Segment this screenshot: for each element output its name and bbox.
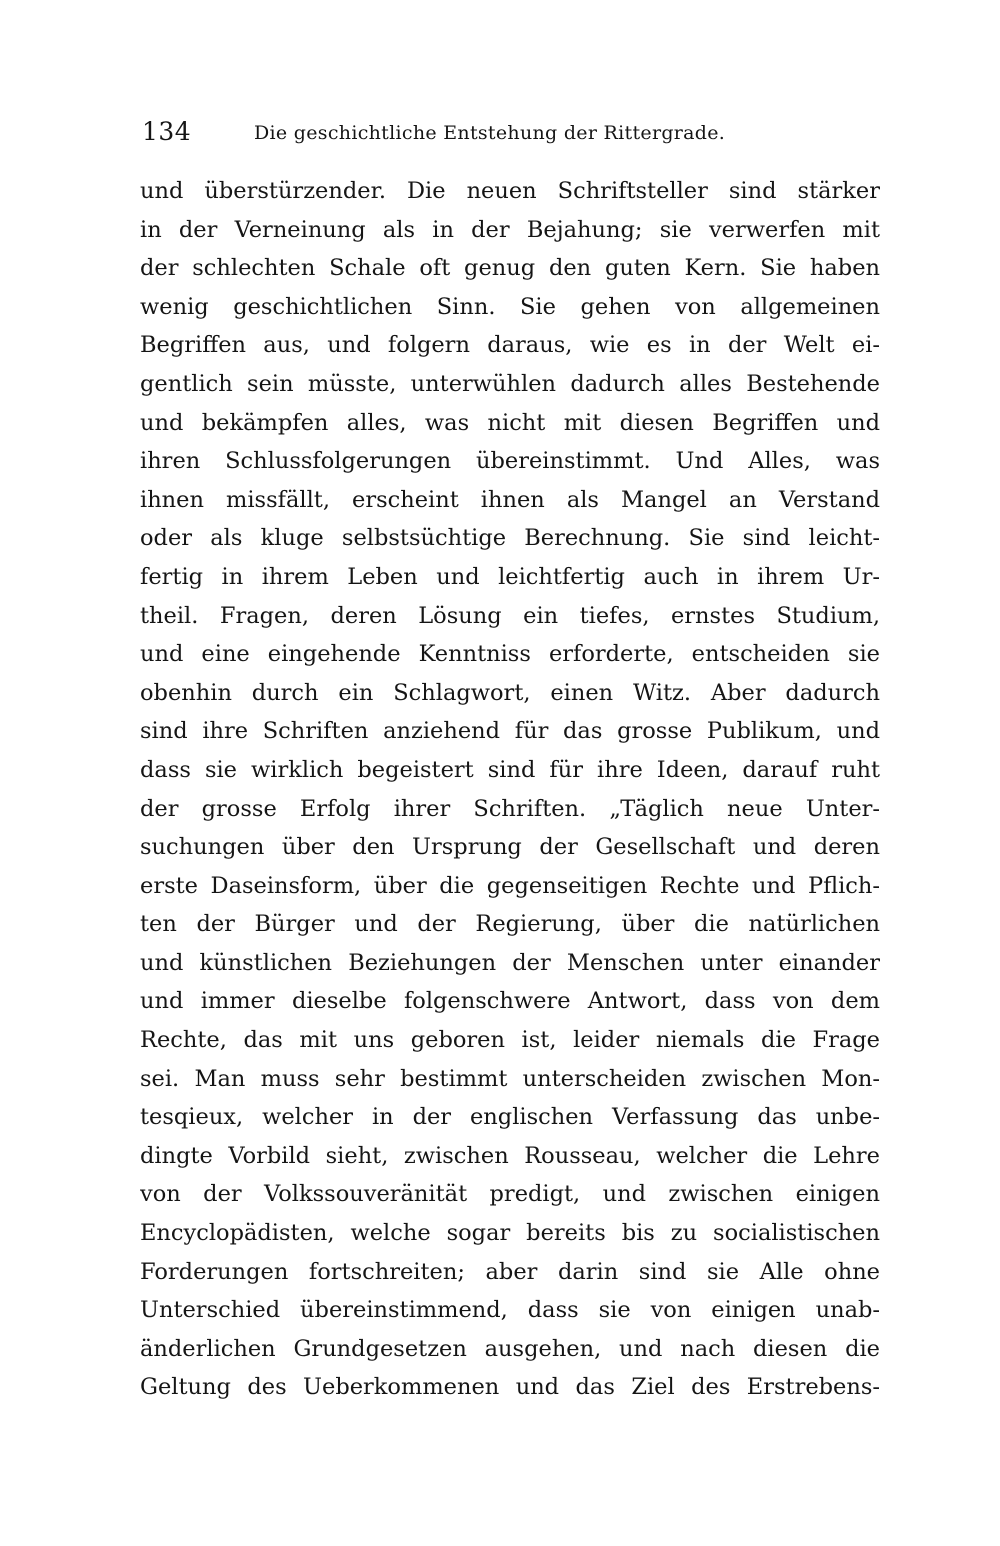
text-line: änderlichen Grundgesetzen ausgehen, und nach diesen die: [140, 1335, 880, 1362]
text-line: und immer dieselbe folgenschwere Antwort, dass von dem: [140, 988, 880, 1015]
text-line: von der Volkssouveränität predigt, und zwischen einigen: [140, 1181, 880, 1208]
running-head: [140, 112, 880, 152]
text-line: Begriffen aus, und folgern daraus, wie es in der Welt ei-: [140, 332, 880, 359]
text-line: in der Verneinung als in der Bejahung; sie verwerfen mit: [140, 216, 880, 243]
text-line: wenig geschichtlichen Sinn. Sie gehen von allgemeinen: [140, 293, 880, 320]
running-title: Die geschichtliche Entstehung der Rittergrade.: [254, 122, 726, 144]
text-line: suchungen über den Ursprung der Gesellschaft und deren: [140, 834, 880, 861]
text-line: sind ihre Schriften anziehend für das grosse Publikum, und: [140, 718, 880, 745]
text-line: ihren Schlussfolgerungen übereinstimmt. Und Alles, was: [140, 448, 880, 475]
text-line: ihnen missfällt, erscheint ihnen als Mangel an Verstand: [140, 486, 880, 513]
text-line: Geltung des Ueberkommenen und das Ziel des Erstrebens-: [140, 1374, 880, 1401]
text-line: tesqieux, welcher in der englischen Verfassung das unbe-: [140, 1104, 880, 1131]
text-line: und eine eingehende Kenntniss erforderte, entscheiden sie: [140, 641, 880, 668]
text-line: erste Daseinsform, über die gegenseitigen Rechte und Pflich-: [140, 872, 880, 899]
text-line: sei. Man muss sehr bestimmt unterscheiden zwischen Mon-: [140, 1065, 880, 1092]
text-line: theil. Fragen, deren Lösung ein tiefes, ernstes Studium,: [140, 602, 880, 629]
text-line: der grosse Erfolg ihrer Schriften. „Täglich neue Unter-: [140, 795, 880, 822]
page-number: 134: [142, 117, 192, 146]
text-line: und überstürzender. Die neuen Schriftsteller sind stärker: [140, 178, 880, 204]
text-line: Unterschied übereinstimmend, dass sie von einigen unab-: [140, 1297, 880, 1324]
text-line: Encyclopädisten, welche sogar bereits bis zu socialistischen: [140, 1220, 880, 1247]
text-line: Forderungen fortschreiten; aber darin sind sie Alle ohne: [140, 1258, 880, 1285]
text-line: der schlechten Schale oft genug den guten Kern. Sie haben: [140, 255, 880, 282]
text-line: dass sie wirklich begeistert sind für ihre Ideen, darauf ruht: [140, 756, 880, 783]
text-line: und bekämpfen alles, was nicht mit diesen Begriffen und: [140, 409, 880, 436]
text-line: und künstlichen Beziehungen der Menschen unter einander: [140, 949, 880, 976]
text-line: Rechte, das mit uns geboren ist, leider niemals die Frage: [140, 1027, 880, 1054]
text-line: obenhin durch ein Schlagwort, einen Witz. Aber dadurch: [140, 679, 880, 706]
text-line: fertig in ihrem Leben und leichtfertig auch in ihrem Ur-: [140, 563, 880, 590]
text-line: dingte Vorbild sieht, zwischen Rousseau, welcher die Lehre: [140, 1142, 880, 1169]
text-line: ten der Bürger und der Regierung, über die natürlichen: [140, 911, 880, 938]
body-text: [140, 172, 880, 1407]
text-line: gentlich sein müsste, unterwühlen dadurch alles Bestehende: [140, 370, 880, 397]
text-line: oder als kluge selbstsüchtige Berechnung. Sie sind leicht-: [140, 525, 880, 552]
